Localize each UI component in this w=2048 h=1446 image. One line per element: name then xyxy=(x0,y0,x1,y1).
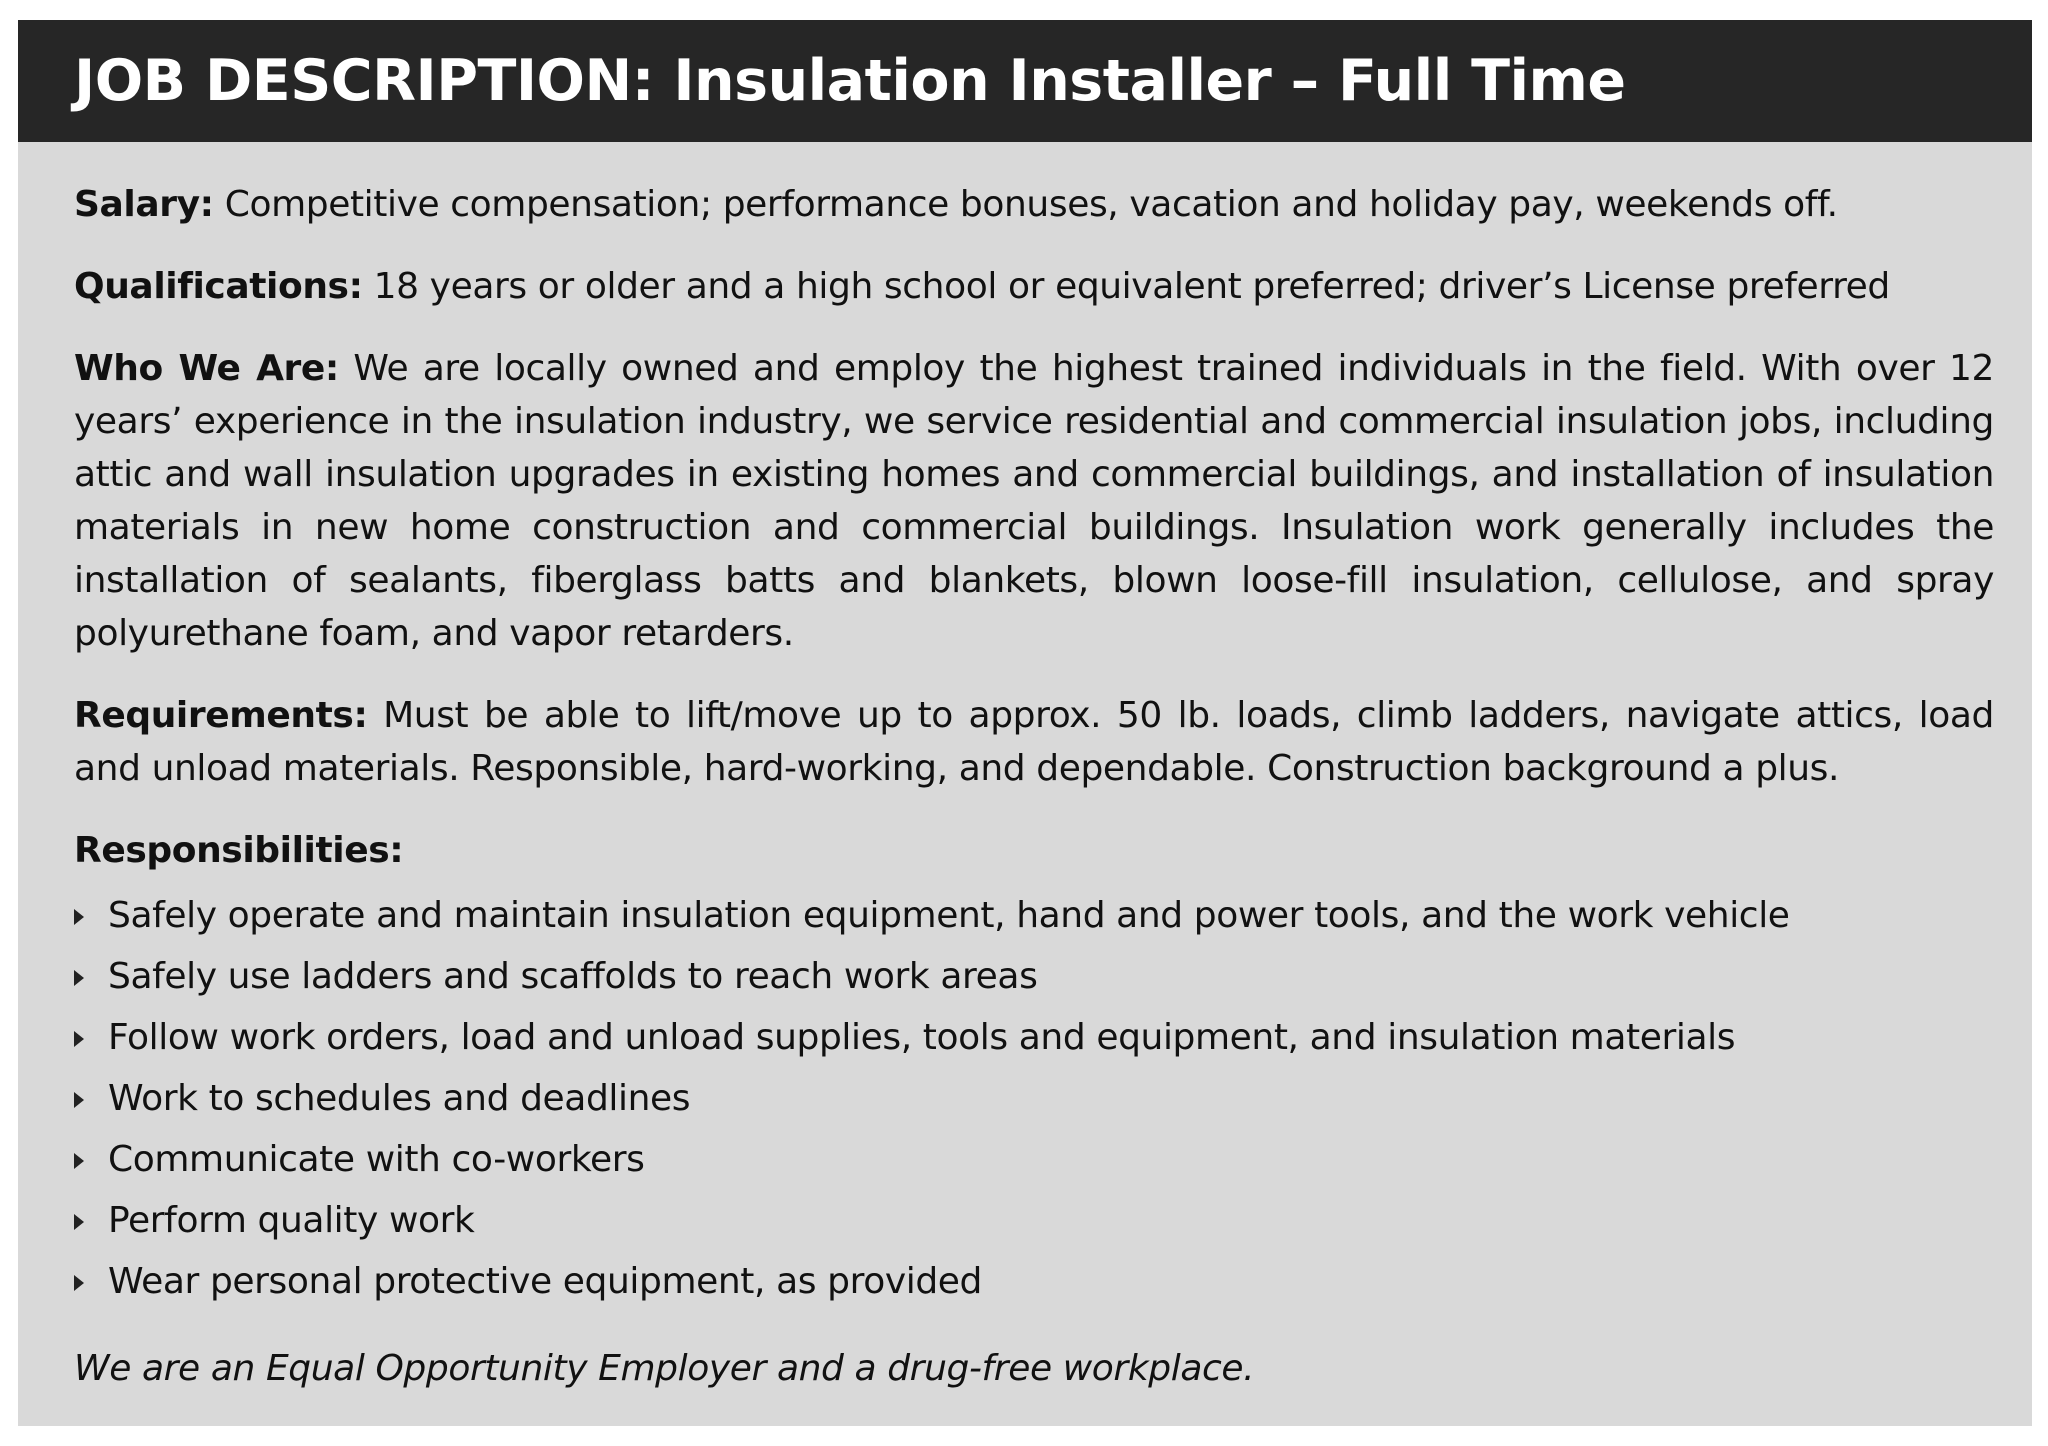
list-item xyxy=(74,946,1994,1007)
triangle-right-icon xyxy=(74,909,84,925)
list-item-text: Follow work orders, load and unload supplies, tools and equipment, and insulation materials xyxy=(108,1017,1736,1058)
triangle-right-icon xyxy=(74,1092,84,1108)
list-item xyxy=(74,1251,1994,1312)
list-item xyxy=(74,1129,1994,1190)
responsibilities-heading: Responsibilities: xyxy=(74,830,404,871)
triangle-right-icon xyxy=(74,1153,84,1169)
list-item xyxy=(74,885,1994,946)
salary-label: Salary: xyxy=(74,184,214,225)
who-we-are-section xyxy=(74,342,1994,660)
salary-section xyxy=(74,178,1994,231)
requirements-label: Requirements: xyxy=(74,695,368,736)
list-item-text: Safely operate and maintain insulation equipment, hand and power tools, and the work vehicle xyxy=(108,895,1790,936)
requirements-text: Must be able to lift/move up to approx. 50 lb. loads, climb ladders, navigate attics, load and unload materials. Responsible, hard-working, and dependable. Construction background a plus. xyxy=(74,695,1994,789)
equal-opportunity-note: We are an Equal Opportunity Employer and a drug-free workplace. xyxy=(74,1348,1255,1389)
list-item xyxy=(74,1007,1994,1068)
list-item-text: Wear personal protective equipment, as provided xyxy=(108,1261,983,1302)
triangle-right-icon xyxy=(74,1275,84,1291)
job-description-card xyxy=(18,20,2032,1426)
triangle-right-icon xyxy=(74,970,84,986)
qualifications-label: Qualifications: xyxy=(74,266,363,307)
list-item xyxy=(74,1190,1994,1251)
list-item-text: Perform quality work xyxy=(108,1200,475,1241)
qualifications-text: 18 years or older and a high school or equivalent preferred; driver’s License preferred xyxy=(362,266,1890,307)
list-item xyxy=(74,1068,1994,1129)
job-details xyxy=(74,178,1994,1395)
triangle-right-icon xyxy=(74,1031,84,1047)
triangle-right-icon xyxy=(74,1214,84,1230)
title-banner xyxy=(18,20,2032,142)
list-item-text: Communicate with co-workers xyxy=(108,1139,645,1180)
list-item-text: Work to schedules and deadlines xyxy=(108,1078,691,1119)
salary-text: Competitive compensation; performance bonuses, vacation and holiday pay, weekends off. xyxy=(213,184,1838,225)
qualifications-section xyxy=(74,260,1994,313)
list-item-text: Safely use ladders and scaffolds to reach work areas xyxy=(108,956,1038,997)
responsibilities-list xyxy=(74,885,1994,1312)
requirements-section xyxy=(74,689,1994,795)
job-title: JOB DESCRIPTION: Insulation Installer – Full Time xyxy=(74,48,1626,114)
who-we-are-label: Who We Are: xyxy=(74,348,339,389)
who-we-are-text: We are locally owned and employ the highest trained individuals in the field. With over 12 years’ experience in the insulation industry, we service residential and commercial insulation jobs, including attic and wall insulation upgrades in existing homes and commercial buildings, and installation of insulation materials in new home construction and commercial buildings. Insulation work generally includes the installation of sealants, fiberglass batts and blankets, blown loose-fill insulation, cellulose, and spray polyurethane foam, and vapor retarders. xyxy=(74,348,1995,654)
